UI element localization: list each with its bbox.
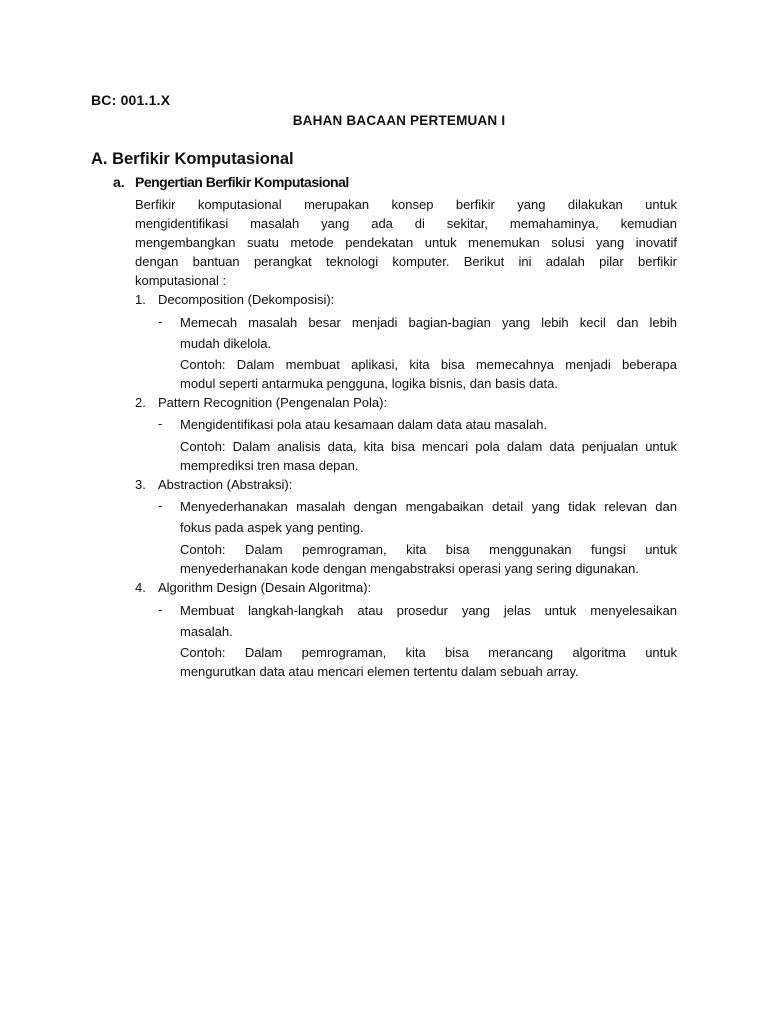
bullet-dash: -	[158, 416, 163, 431]
bullet-line: mudah dikelola.	[180, 336, 272, 351]
example-line: Contoh: Dalam membuat aplikasi, kita bisa memecahnya menjadi beberapa	[180, 357, 677, 372]
document-title	[0, 113, 768, 128]
pillar-title: Abstraction (Abstraksi):	[158, 477, 293, 492]
subsection-letter: a.	[113, 174, 125, 190]
pillar-2-example	[180, 437, 677, 475]
subsection-title: Pengertian Berfikir Komputasional	[135, 174, 349, 190]
document-title-text: BAHAN BACAAN PERTEMUAN I	[292, 113, 506, 128]
bullet-line: fokus pada aspek yang penting.	[180, 520, 364, 535]
example-line: Contoh: Dalam analisis data, kita bisa mencari pola dalam data penjualan untuk	[180, 439, 677, 454]
pillar-item-2	[135, 393, 387, 412]
pillar-1-bullet	[180, 312, 677, 354]
bullet-line: Menyederhanakan masalah dengan mengabaikan detail yang tidak relevan dan	[180, 499, 677, 514]
example-line: menyederhanakan kode dengan mengabstraksi operasi yang sering digunakan.	[180, 561, 639, 576]
subsection-heading	[113, 174, 349, 190]
example-line: modul seperti antarmuka pengguna, logika bisnis, dan basis data.	[180, 376, 558, 391]
example-line: memprediksi tren masa depan.	[180, 458, 359, 473]
pillar-4-example	[180, 643, 677, 681]
intro-line: dengan bantuan perangkat teknologi komputer. Berikut ini adalah pilar berfikir	[135, 254, 677, 269]
pillar-title: Algorithm Design (Desain Algoritma):	[158, 580, 372, 595]
intro-line: Berfikir komputasional merupakan konsep berfikir yang dilakukan untuk	[135, 197, 677, 212]
intro-line: mengembangkan suatu metode pendekatan untuk menemukan solusi yang inovatif	[135, 235, 677, 250]
example-line: mengurutkan data atau mencari elemen tertentu dalam sebuah array.	[180, 664, 579, 679]
bullet-dash: -	[158, 314, 163, 329]
pillar-3-bullet	[180, 496, 677, 538]
pillar-2-bullet	[180, 414, 677, 435]
intro-paragraph	[135, 195, 677, 290]
bullet-line: Memecah masalah besar menjadi bagian-bagian yang lebih kecil dan lebih	[180, 315, 677, 330]
pillar-item-3	[135, 475, 292, 494]
document-code: BC: 001.1.X	[91, 92, 171, 108]
pillar-item-1	[135, 290, 334, 309]
pillar-number: 3.	[135, 477, 146, 492]
pillar-title: Decomposition (Dekomposisi):	[158, 292, 335, 307]
section-heading: A. Berfikir Komputasional	[91, 150, 294, 168]
example-line: Contoh: Dalam pemrograman, kita bisa merancang algoritma untuk	[180, 645, 677, 660]
example-line: Contoh: Dalam pemrograman, kita bisa menggunakan fungsi untuk	[180, 542, 677, 557]
bullet-line: masalah.	[180, 624, 233, 639]
pillar-3-example	[180, 540, 677, 578]
pillar-1-example	[180, 355, 677, 393]
bullet-dash: -	[158, 602, 163, 617]
pillar-4-bullet	[180, 600, 677, 642]
pillar-number: 2.	[135, 395, 146, 410]
pillar-title: Pattern Recognition (Pengenalan Pola):	[158, 395, 388, 410]
bullet-line: Membuat langkah-langkah atau prosedur yang jelas untuk menyelesaikan	[180, 603, 677, 618]
intro-line: komputasional :	[135, 273, 227, 288]
intro-line: mengidentifikasi masalah yang ada di sekitar, memahaminya, kemudian	[135, 216, 677, 231]
pillar-number: 4.	[135, 580, 146, 595]
bullet-line: Mengidentifikasi pola atau kesamaan dalam data atau masalah.	[180, 417, 548, 432]
pillar-item-4	[135, 578, 371, 597]
pillar-number: 1.	[135, 292, 146, 307]
bullet-dash: -	[158, 498, 163, 513]
